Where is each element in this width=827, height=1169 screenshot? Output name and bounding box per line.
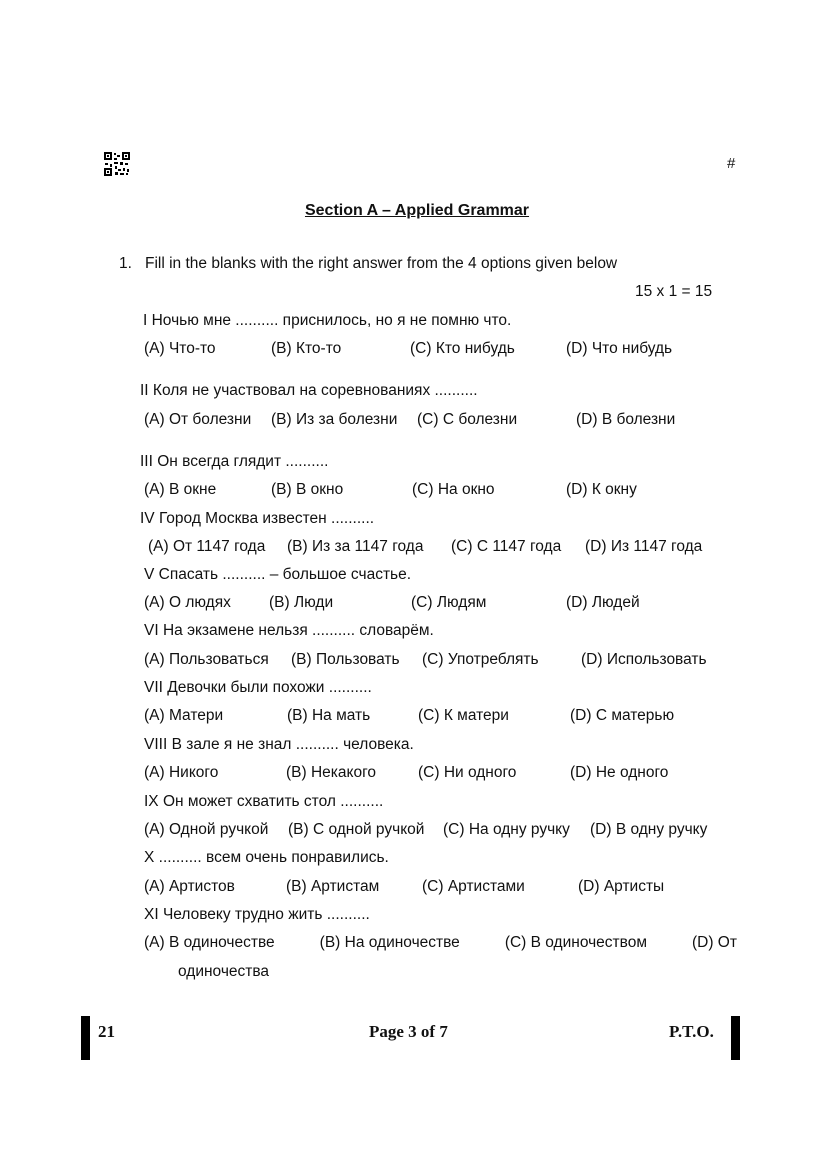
item-stem: X .......... всем очень понравились. [144,849,389,866]
section-title: Section A – Applied Grammar [304,202,530,219]
footer-code: 21 [98,1022,115,1041]
footer-bar-left [81,1016,90,1060]
item-stem: VII Девочки были похожи .......... [144,679,372,696]
option-c: (C) Ни одного [418,764,517,781]
option-d: (D) Людей [566,594,640,611]
option-b: (B) Из за 1147 года [287,538,424,555]
option-b: (B) С одной ручкой [288,821,425,838]
option-a: (A) Одной ручкой [144,821,269,838]
option-d: (D) К окну [566,481,637,498]
option-b: (B) На одиночестве [319,934,460,951]
option-b: (B) Артистам [286,878,380,895]
option-a: (A) От болезни [144,411,252,428]
question-number: 1. [119,255,132,272]
option-a: (A) О людях [144,594,231,611]
question-instructions: Fill in the blanks with the right answer from the 4 options given below [145,255,618,272]
page-number: Page 3 of 7 [369,1022,448,1041]
option-d: (D) В одну ручку [590,821,708,838]
option-d: (D) Артисты [578,878,665,895]
item-stem: V Спасать .......... – большое счастье. [144,566,412,583]
option-d: (D) В болезни [576,411,676,428]
marks-allocation: 15 x 1 = 15 [635,283,713,300]
option-a: (A) Пользоваться [144,651,269,668]
option-c: (C) На окно [412,481,495,498]
item-stem: IX Он может схватить стол .......... [144,793,384,810]
item-stem: VI На экзамене нельзя .......... словарём. [144,622,434,639]
option-d: (D) Не одного [570,764,669,781]
option-c: (C) Артистами [422,878,525,895]
option-a: (A) Артистов [144,878,235,895]
item-stem: IV Город Москва известен .......... [140,510,375,527]
option-d: (D) Использовать [581,651,707,668]
option-b: (B) Из за болезни [271,411,398,428]
option-c: (C) Людям [411,594,487,611]
option-d: (D) Что нибудь [566,340,673,357]
option-a: (A) В окне [144,481,217,498]
item-stem: VIII В зале я не знал .......... человека. [144,736,414,753]
option-a: (A) Что-то [144,340,216,357]
option-continuation: одиночества [178,963,270,980]
option-c: (C) Употреблять [422,651,539,668]
qr-code-icon [104,152,130,176]
option-b: (B) Люди [269,594,334,611]
option-a: (A) От 1147 года [148,538,266,555]
option-d: (D) Из 1147 года [585,538,703,555]
pto-label: P.T.O. [669,1022,714,1041]
option-d: (D) С матерью [570,707,675,724]
option-row [144,934,737,952]
hash-mark: # [727,155,736,172]
item-stem: I Ночью мне .......... приснилось, но я не помню что. [143,312,512,329]
option-c: (C) В одиночеством [504,934,647,951]
option-a: (A) В одиночестве [144,934,275,951]
option-c: (C) На одну ручку [443,821,570,838]
option-b: (B) Пользовать [291,651,400,668]
item-stem: XI Человеку трудно жить .......... [144,906,370,923]
item-stem: II Коля не участвовал на соревнованиях .......... [140,382,478,399]
option-a: (A) Матери [144,707,224,724]
option-b: (B) На мать [287,707,371,724]
option-c: (C) Кто нибудь [410,340,515,357]
option-c: (C) С болезни [417,411,518,428]
option-a: (A) Никого [144,764,219,781]
option-b: (B) В окно [271,481,344,498]
option-b: (B) Некакого [286,764,377,781]
footer-bar-right [731,1016,740,1060]
option-c: (C) С 1147 года [451,538,562,555]
option-d: (D) От [691,934,737,951]
option-b: (B) Кто-то [271,340,342,357]
option-c: (C) К матери [418,707,509,724]
item-stem: III Он всегда глядит .......... [140,453,329,470]
